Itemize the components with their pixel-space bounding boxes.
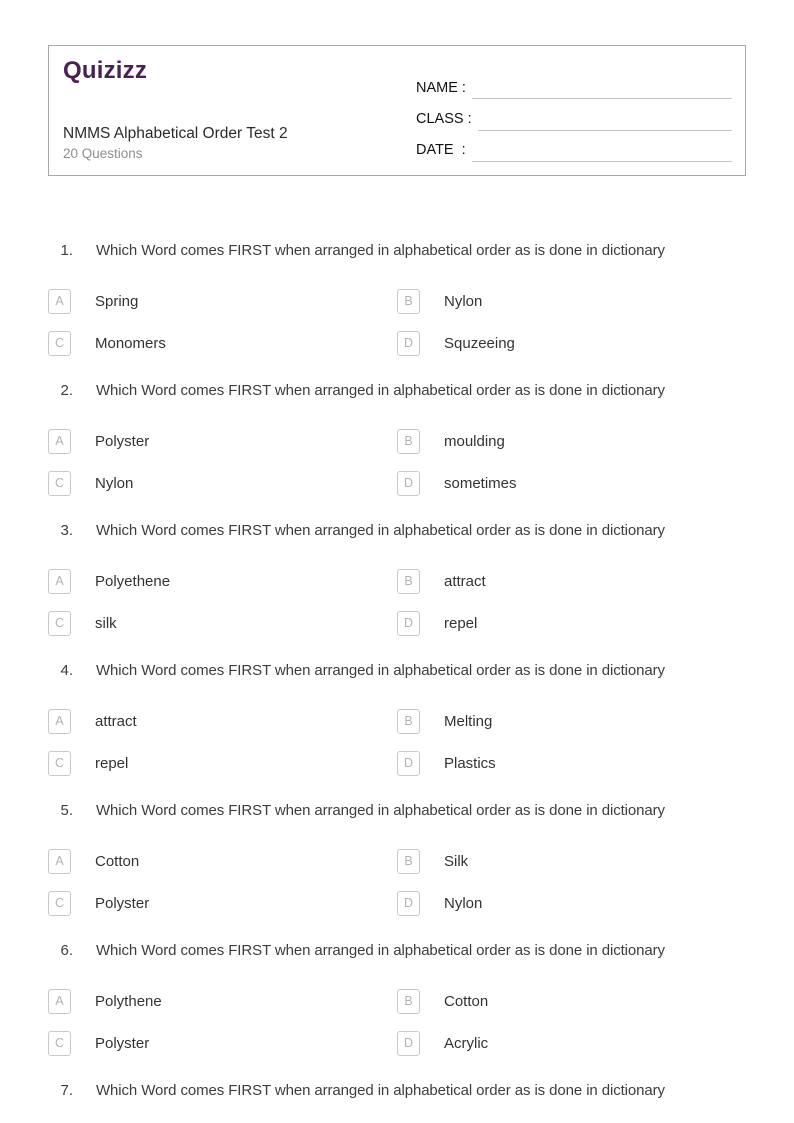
question-block — [48, 802, 746, 916]
question-line — [48, 662, 746, 682]
option-text: Nylon — [95, 474, 134, 492]
answer-option — [397, 428, 746, 454]
option-text: Polyster — [95, 894, 150, 912]
option-letter-box: D — [397, 611, 420, 636]
question-text: Which Word comes FIRST when arranged in alphabetical order as is done in dictionary — [96, 802, 665, 819]
answer-option — [397, 750, 746, 776]
option-text: attract — [95, 712, 137, 730]
option-text: Polythene — [95, 992, 162, 1010]
student-fields — [416, 58, 732, 162]
answer-option — [397, 288, 746, 314]
answer-option — [397, 848, 746, 874]
option-letter-box: D — [397, 1031, 420, 1056]
question-line — [48, 522, 746, 542]
question-text: Which Word comes FIRST when arranged in alphabetical order as is done in dictionary — [96, 942, 665, 959]
option-text: sometimes — [444, 474, 517, 492]
question-text: Which Word comes FIRST when arranged in alphabetical order as is done in dictionary — [96, 242, 665, 259]
option-letter-box: C — [48, 751, 71, 776]
option-text: repel — [444, 614, 478, 632]
answer-option — [48, 750, 397, 776]
question-line — [48, 802, 746, 822]
name-label: NAME : — [416, 79, 466, 96]
option-letter-box: D — [397, 471, 420, 496]
option-letter-box: A — [48, 849, 71, 874]
class-label: CLASS : — [416, 111, 472, 128]
option-text: silk — [95, 614, 117, 632]
question-block — [48, 382, 746, 496]
option-letter-box: C — [48, 611, 71, 636]
date-label: DATE : — [416, 142, 466, 159]
worksheet-title: NMMS Alphabetical Order Test 2 — [63, 124, 288, 142]
question-line — [48, 242, 746, 262]
option-letter-box: B — [397, 429, 420, 454]
answer-option — [48, 848, 397, 874]
option-letter-box: A — [48, 569, 71, 594]
answer-option — [48, 610, 397, 636]
question-number: 7. — [60, 1082, 73, 1099]
answer-option — [48, 330, 397, 356]
question-block — [48, 242, 746, 356]
question-block — [48, 662, 746, 776]
option-text: attract — [444, 572, 486, 590]
option-letter-box: A — [48, 429, 71, 454]
answer-option — [397, 890, 746, 916]
question-text: Which Word comes FIRST when arranged in alphabetical order as is done in dictionary — [96, 1082, 665, 1099]
questions-list — [48, 242, 746, 1123]
answer-option — [397, 988, 746, 1014]
options-grid — [48, 288, 746, 356]
option-text: Squzeeing — [444, 334, 515, 352]
question-number: 5. — [60, 802, 73, 819]
option-text: Nylon — [444, 292, 483, 310]
question-number: 4. — [60, 662, 73, 679]
title-block — [63, 125, 288, 162]
class-field-row — [416, 99, 732, 130]
question-number: 6. — [60, 942, 73, 959]
option-letter-box: B — [397, 989, 420, 1014]
option-text: Plastics — [444, 754, 496, 772]
answer-option — [48, 568, 397, 594]
option-letter-box: D — [397, 891, 420, 916]
answer-option — [48, 708, 397, 734]
answer-option — [397, 708, 746, 734]
option-text: Nylon — [444, 894, 483, 912]
question-text: Which Word comes FIRST when arranged in alphabetical order as is done in dictionary — [96, 382, 665, 399]
option-letter-box: A — [48, 289, 71, 314]
option-letter-box: D — [397, 331, 420, 356]
question-number: 1. — [60, 242, 73, 259]
option-text: repel — [95, 754, 129, 772]
option-letter-box: C — [48, 891, 71, 916]
question-count: 20 Questions — [63, 146, 143, 162]
question-number: 2. — [60, 382, 73, 399]
name-blank-line — [472, 68, 732, 99]
answer-option — [397, 1030, 746, 1056]
options-grid — [48, 568, 746, 636]
option-text: Polyster — [95, 432, 150, 450]
question-block — [48, 1082, 746, 1123]
option-letter-box: A — [48, 709, 71, 734]
answer-option — [48, 1030, 397, 1056]
option-text: Melting — [444, 712, 493, 730]
worksheet-header — [48, 45, 746, 176]
answer-option — [397, 568, 746, 594]
option-letter-box: C — [48, 1031, 71, 1056]
date-field-row — [416, 131, 732, 162]
option-text: moulding — [444, 432, 505, 450]
options-grid — [48, 988, 746, 1056]
question-line — [48, 382, 746, 402]
answer-option — [48, 288, 397, 314]
option-letter-box: B — [397, 709, 420, 734]
option-text: Silk — [444, 852, 469, 870]
option-letter-box: B — [397, 289, 420, 314]
answer-option — [397, 330, 746, 356]
option-text: Polyethene — [95, 572, 171, 590]
option-text: Spring — [95, 292, 139, 310]
answer-option — [397, 470, 746, 496]
quizizz-logo: Quizizz — [63, 57, 148, 84]
answer-option — [48, 428, 397, 454]
option-letter-box: A — [48, 989, 71, 1014]
header-left — [63, 58, 288, 162]
option-letter-box: C — [48, 471, 71, 496]
options-grid — [48, 708, 746, 776]
option-letter-box: C — [48, 331, 71, 356]
date-blank-line — [472, 131, 732, 162]
option-text: Monomers — [95, 334, 166, 352]
options-grid — [48, 428, 746, 496]
class-blank-line — [478, 99, 732, 130]
options-grid — [48, 848, 746, 916]
answer-option — [48, 470, 397, 496]
question-block — [48, 942, 746, 1056]
question-number: 3. — [60, 522, 73, 539]
question-text: Which Word comes FIRST when arranged in alphabetical order as is done in dictionary — [96, 662, 665, 679]
question-block — [48, 522, 746, 636]
option-letter-box: B — [397, 569, 420, 594]
option-text: Cotton — [95, 852, 140, 870]
question-line — [48, 942, 746, 962]
name-field-row — [416, 68, 732, 99]
answer-option — [397, 610, 746, 636]
option-text: Polyster — [95, 1034, 150, 1052]
option-letter-box: B — [397, 849, 420, 874]
option-text: Acrylic — [444, 1034, 489, 1052]
question-text: Which Word comes FIRST when arranged in alphabetical order as is done in dictionary — [96, 522, 665, 539]
option-text: Cotton — [444, 992, 489, 1010]
answer-option — [48, 988, 397, 1014]
question-line — [48, 1082, 746, 1102]
answer-option — [48, 890, 397, 916]
option-letter-box: D — [397, 751, 420, 776]
